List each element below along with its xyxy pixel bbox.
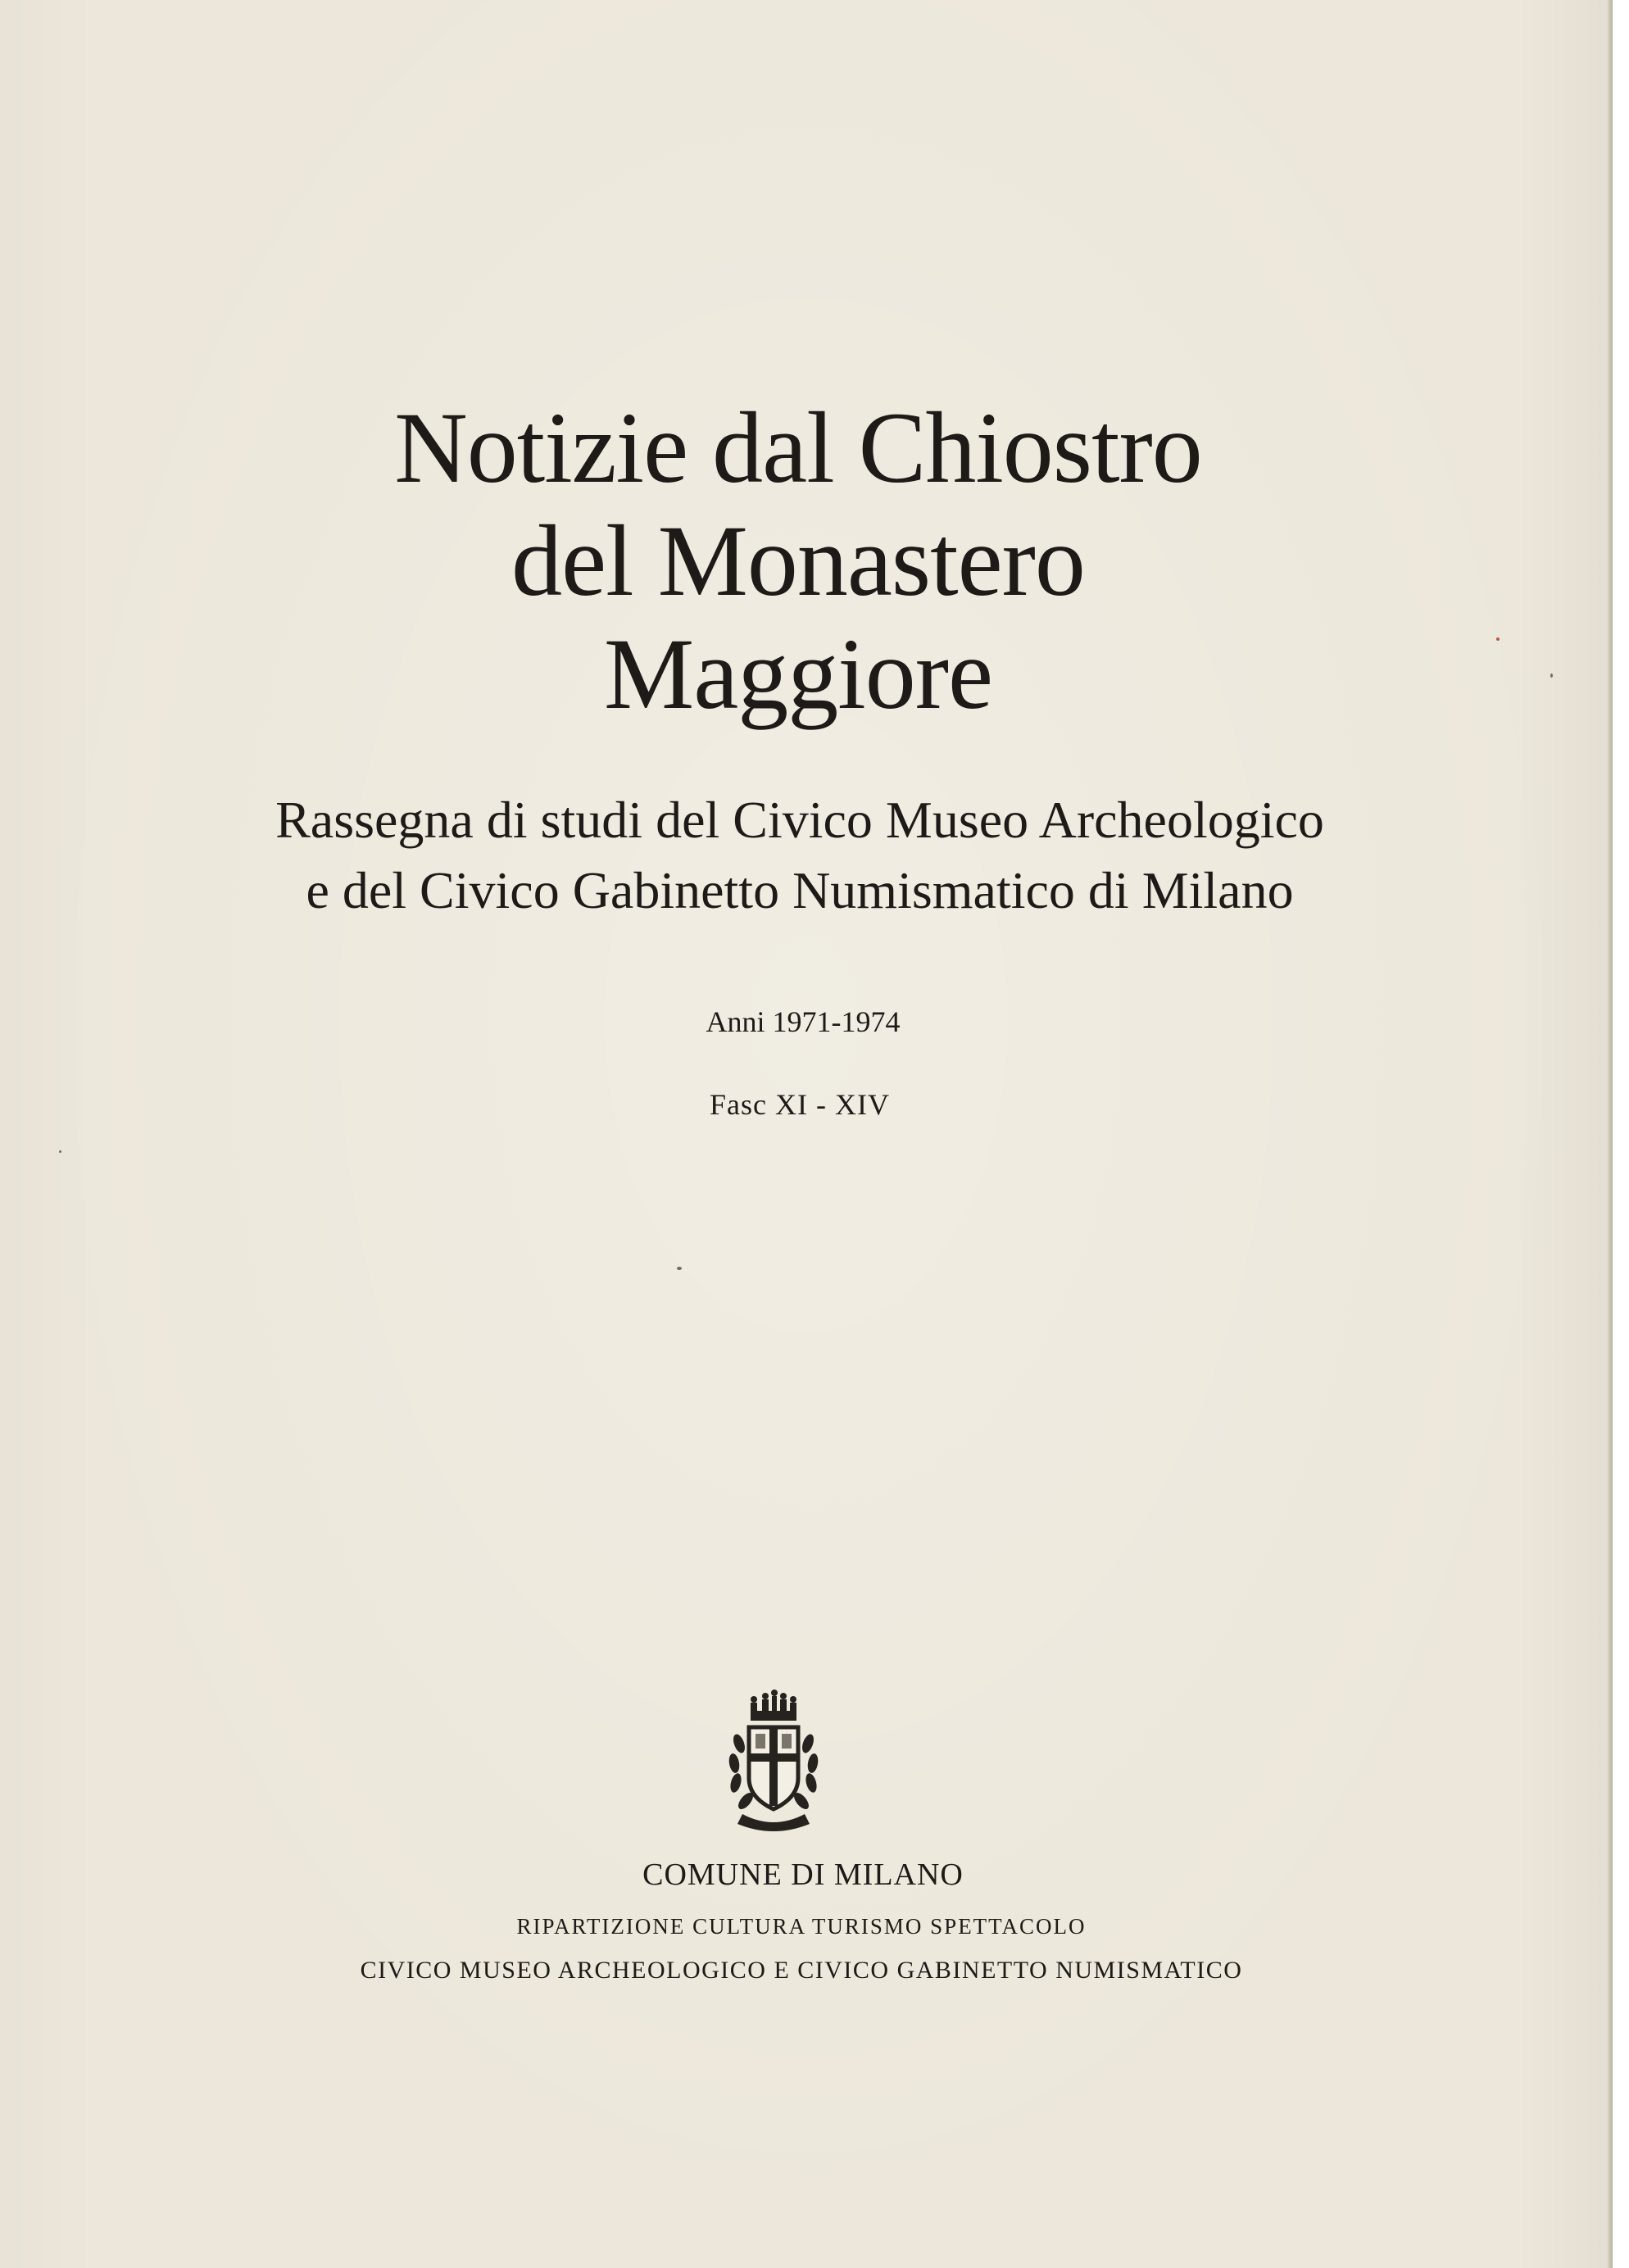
fascicle-label: Fasc XI - XIV [710,1088,890,1121]
paper-speck [1496,637,1500,641]
publisher-institutions: CIVICO MUSEO ARCHEOLOGICO E CIVICO GABINETTO NUMISMATICO [360,1957,1243,1984]
paper-speck [677,1267,682,1270]
subtitle-line-1: Rassegna di studi del Civico Museo Archeologico [275,791,1324,849]
coat-of-arms-icon [718,1686,829,1834]
publisher-name: COMUNE DI MILANO [642,1857,964,1892]
cover-title [0,392,1604,731]
paper-speck [59,1150,61,1153]
subtitle-line-2: e del Civico Gabinetto Numismatico di Milano [306,861,1294,919]
years-label: Anni 1971-1974 [706,1005,901,1038]
title-line-2: del Monastero [511,505,1085,617]
cover-subtitle [0,785,1606,926]
page-edge [1608,0,1613,2268]
title-line-1: Notizie dal Chiostro [394,392,1202,504]
paper-speck [1550,674,1553,678]
title-line-3: Maggiore [603,618,993,730]
publisher-division: RIPARTIZIONE CULTURA TURISMO SPETTACOLO [516,1914,1087,1939]
